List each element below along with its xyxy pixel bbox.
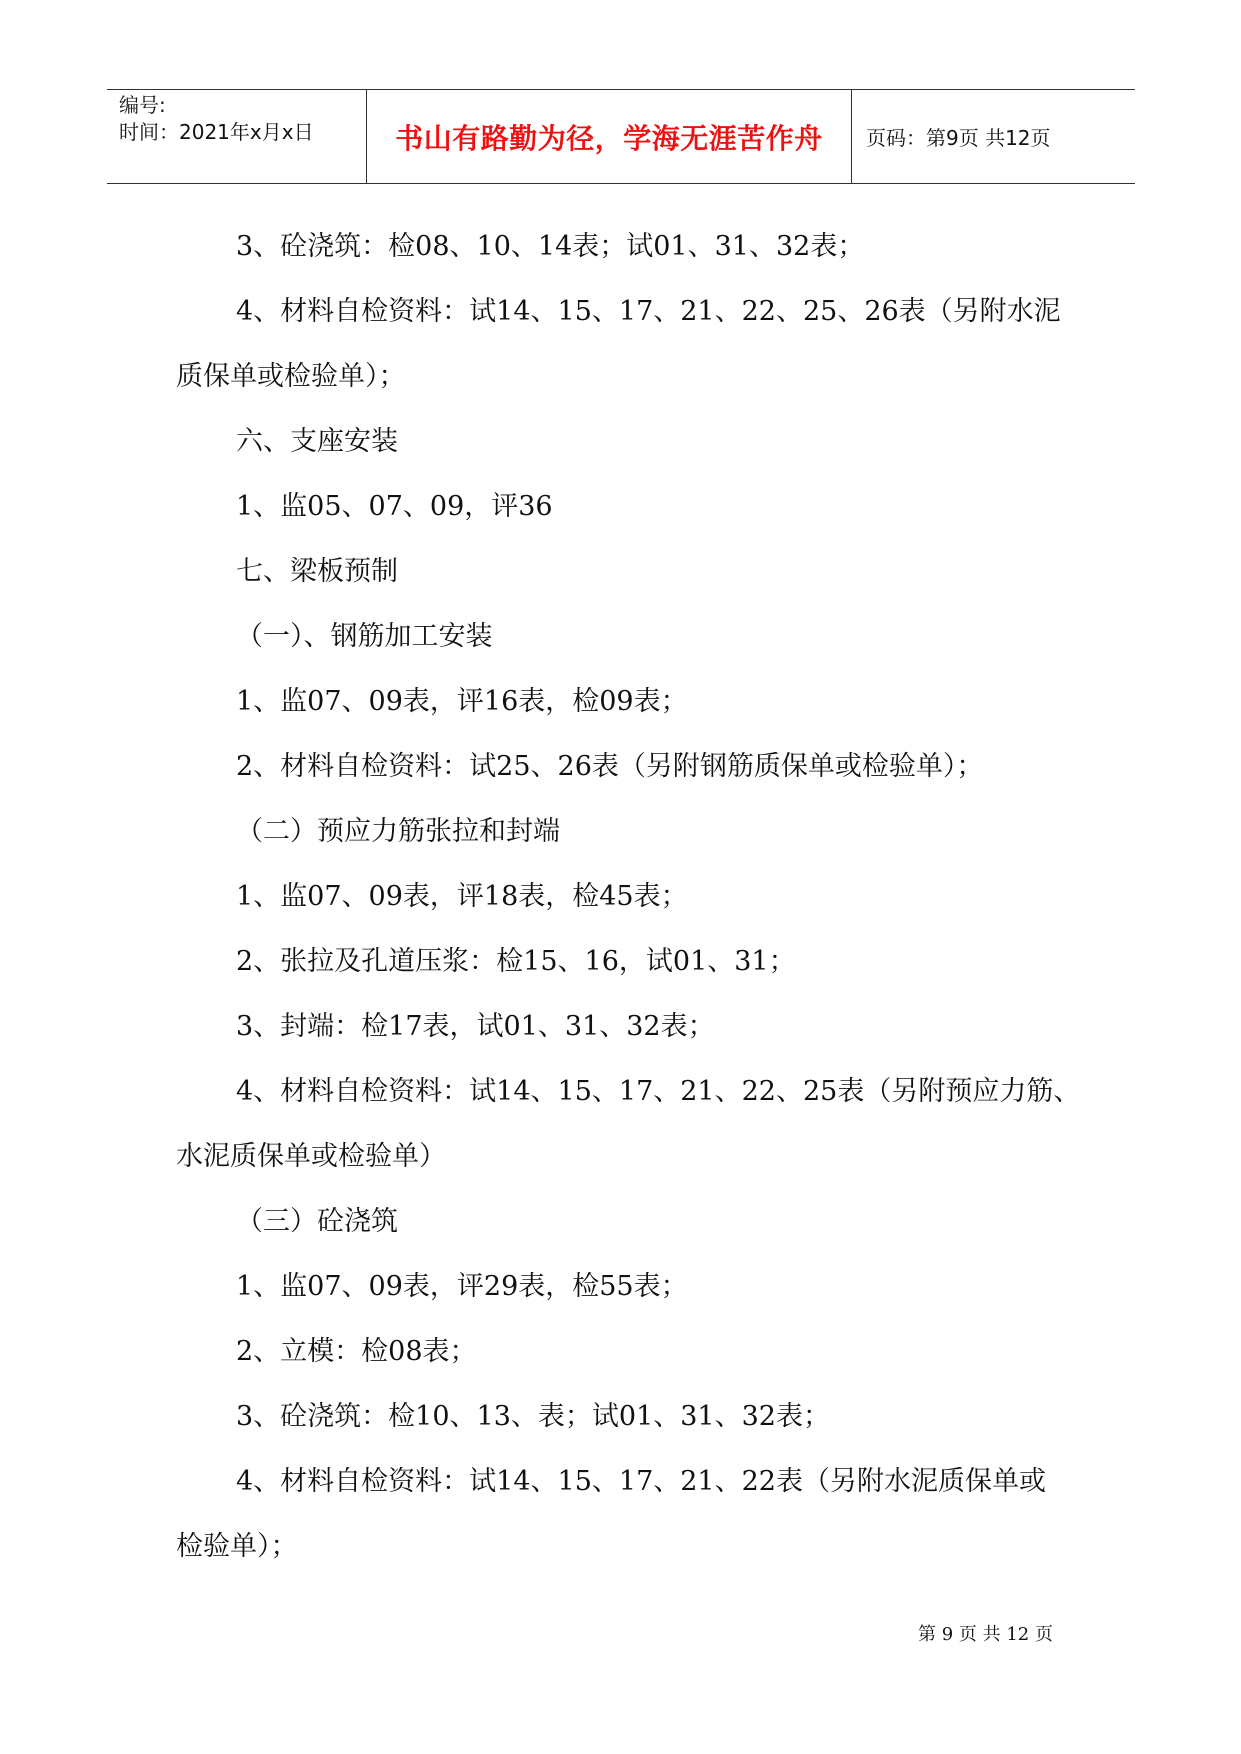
text-line: （一）、钢筋加工安装 <box>236 621 493 652</box>
text-line: 1、监05、07、09，评36 <box>236 491 553 522</box>
text-line: 2、立模：检08表； <box>236 1336 477 1367</box>
text-line: 1、监07、09表，评29表，检55表； <box>236 1271 688 1302</box>
text-line: 检验单）； <box>176 1531 298 1562</box>
text-line: 1、监07、09表，评18表，检45表； <box>236 881 688 912</box>
text-line: （三）砼浇筑 <box>236 1206 398 1237</box>
text-line: 1、监07、09表，评16表，检09表； <box>236 686 688 717</box>
text-line: 4、材料自检资料：试14、15、17、21、22、25表（另附预应力筋、 <box>236 1076 1081 1107</box>
text-line: 3、砼浇筑：检10、13、表；试01、31、32表； <box>236 1401 830 1432</box>
text-line: 3、砼浇筑：检08、10、14表；试01、31、32表； <box>236 231 865 262</box>
text-line: 3、封端：检17表，试01、31、32表； <box>236 1011 715 1042</box>
time-label: 时间：2021年x月x日 <box>119 120 314 144</box>
text-line: 七、梁板预制 <box>236 556 398 587</box>
text-line: 2、材料自检资料：试25、26表（另附钢筋质保单或检验单）； <box>236 751 984 782</box>
header-meta <box>107 90 367 183</box>
header-motto: 书山有路勤为径，学海无涯苦作舟 <box>367 90 852 183</box>
text-line: 质保单或检验单）； <box>176 361 406 392</box>
text-line: 4、材料自检资料：试14、15、17、21、22表（另附水泥质保单或 <box>236 1466 1046 1497</box>
header-page-label: 页码：第9页 共12页 <box>866 126 1051 150</box>
number-label: 编号: <box>119 93 166 117</box>
text-line: 六、支座安装 <box>236 426 398 457</box>
document-body <box>176 214 1081 1579</box>
text-line: 2、张拉及孔道压浆：检15、16，试01、31； <box>236 946 796 977</box>
page-footer: 第 9 页 共 12 页 <box>918 1624 1053 1645</box>
text-line: （二）预应力筋张拉和封端 <box>236 816 560 847</box>
page-header <box>107 89 1135 184</box>
text-line: 水泥质保单或检验单） <box>176 1141 446 1172</box>
text-line: 4、材料自检资料：试14、15、17、21、22、25、26表（另附水泥 <box>236 296 1061 327</box>
